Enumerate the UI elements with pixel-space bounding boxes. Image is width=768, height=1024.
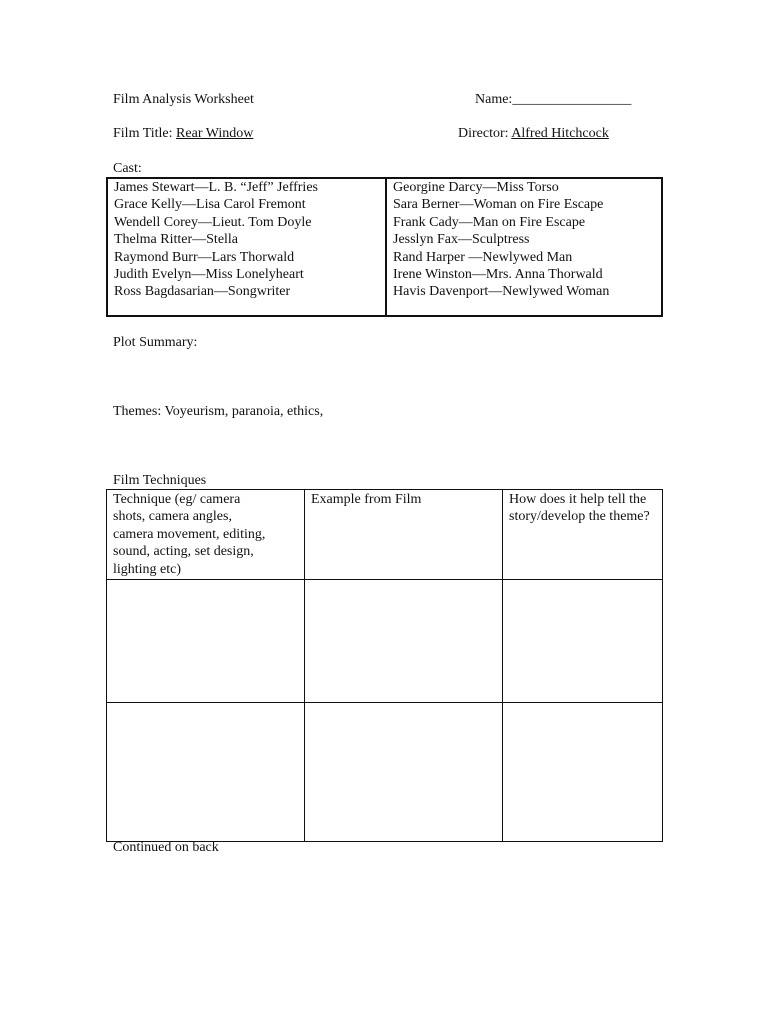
header-technique-line: camera movement, editing, [113,526,266,542]
cast-entry: Thelma Ritter—Stella [114,232,239,248]
themes-line: Themes: Voyeurism, paranoia, ethics, [113,404,324,419]
cast-entry: Judith Evelyn—Miss Lonelyheart [114,267,304,283]
technique-cell[interactable] [107,580,305,703]
technique-cell[interactable] [107,703,305,842]
header-technique-line: sound, acting, set design, [113,544,254,560]
header-example [305,490,503,580]
table-row [107,703,663,842]
film-techniques-label: Film Techniques [113,473,207,488]
cast-table [106,177,663,317]
name-blank: _________________ [512,92,632,107]
name-field[interactable] [475,91,631,108]
header-how-line: story/develop the theme? [509,509,650,525]
continued-note: Continued on back [113,840,219,855]
cast-label: Cast: [113,161,142,176]
cast-entry: Irene Winston—Mrs. Anna Thorwald [393,267,603,283]
table-header-row [107,490,663,580]
cast-entry: Frank Cady—Man on Fire Escape [393,214,586,230]
header-example-line: Example from Film [311,492,422,507]
name-label: Name: [475,92,513,107]
cast-entry: Wendell Corey—Lieut. Tom Doyle [114,214,312,230]
example-cell[interactable] [305,580,503,703]
header-how [503,490,663,580]
film-title-row [113,125,253,142]
header-technique-line: shots, camera angles, [113,509,232,525]
cast-entry: Havis Davenport—Newlywed Woman [393,284,610,300]
film-title-value: Rear Window [176,126,254,141]
header-how-line: How does it help tell the [509,492,647,507]
director-value: Alfred Hitchcock [511,126,609,141]
plot-summary-label: Plot Summary: [113,335,198,350]
techniques-table [106,489,663,842]
how-cell[interactable] [503,580,663,703]
cast-column-left [108,179,387,315]
header-technique [107,490,305,580]
header-technique-line: Technique (eg/ camera [113,492,241,507]
cast-entry: Raymond Burr—Lars Thorwald [114,249,295,265]
cast-entry: Ross Bagdasarian—Songwriter [114,284,291,300]
director-label: Director: [458,126,509,141]
table-row [107,580,663,703]
director-row [458,125,609,142]
cast-entry: Sara Berner—Woman on Fire Escape [393,197,604,213]
header-technique-line: lighting etc) [113,561,182,577]
film-title-label: Film Title: [113,126,173,141]
how-cell[interactable] [503,703,663,842]
cast-entry: Jesslyn Fax—Sculptress [393,232,530,248]
cast-entry: James Stewart—L. B. “Jeff” Jeffries [114,180,318,195]
worksheet-title: Film Analysis Worksheet [113,92,254,107]
cast-column-right [387,179,661,315]
example-cell[interactable] [305,703,503,842]
cast-entry: Georgine Darcy—Miss Torso [393,180,559,195]
cast-entry: Rand Harper —Newlywed Man [393,249,573,265]
cast-entry: Grace Kelly—Lisa Carol Fremont [114,197,306,213]
